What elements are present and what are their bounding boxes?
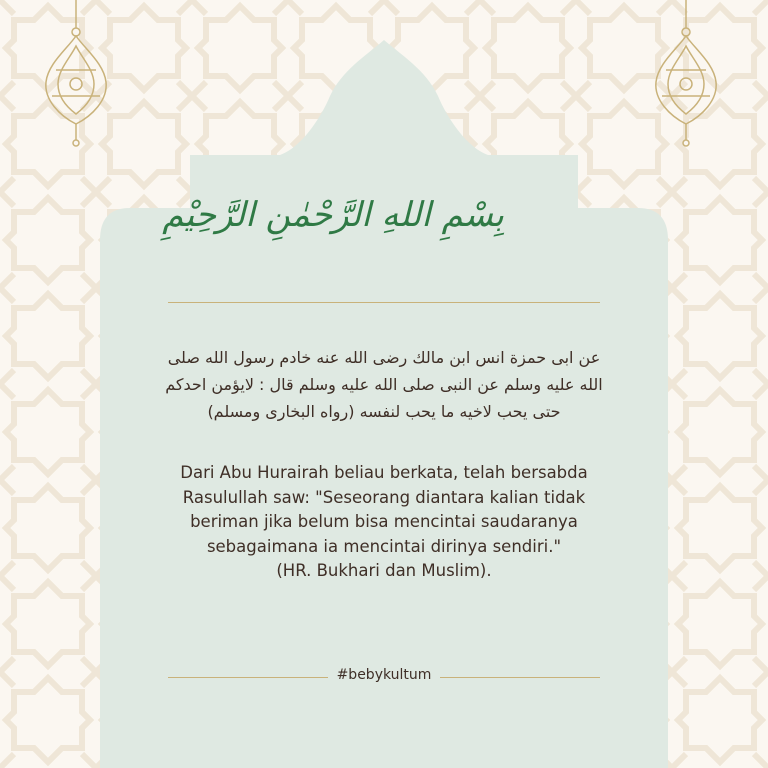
translation-text — [150, 461, 618, 584]
translation-line: (HR. Bukhari dan Muslim). — [276, 561, 492, 580]
translation-line: Dari Abu Hurairah beliau berkata, telah bersabda — [180, 463, 588, 482]
left-lantern-icon — [36, 0, 116, 150]
divider-bottom-left — [168, 677, 328, 678]
right-lantern-icon — [648, 0, 724, 150]
arabic-hadith-text — [150, 344, 618, 425]
hashtag-label: #bebykultum — [336, 667, 432, 683]
arabic-line: عن ابى حمزة انس ابن مالك رضى الله عنه خادم رسول الله صلى — [167, 348, 601, 367]
arabic-line: حتى يحب لاخيه ما يحب لنفسه (رواه البخارى ومسلم) — [207, 402, 561, 421]
translation-line: beriman jika belum bisa mencintai saudaranya — [190, 512, 578, 531]
arabic-line: الله عليه وسلم عن النبى صلى الله عليه وسلم قال : لايؤمن احدكم — [165, 375, 603, 394]
basmala-calligraphy: بِسْمِ اللهِ الرَّحْمٰنِ الرَّحِيْمِ — [162, 195, 504, 235]
divider-top — [168, 302, 600, 303]
divider-bottom-right — [440, 677, 600, 678]
translation-line: sebagaimana ia mencintai dirinya sendiri." — [206, 536, 562, 556]
translation-line: Rasulullah saw: "Seseorang diantara kalian tidak — [182, 487, 586, 507]
